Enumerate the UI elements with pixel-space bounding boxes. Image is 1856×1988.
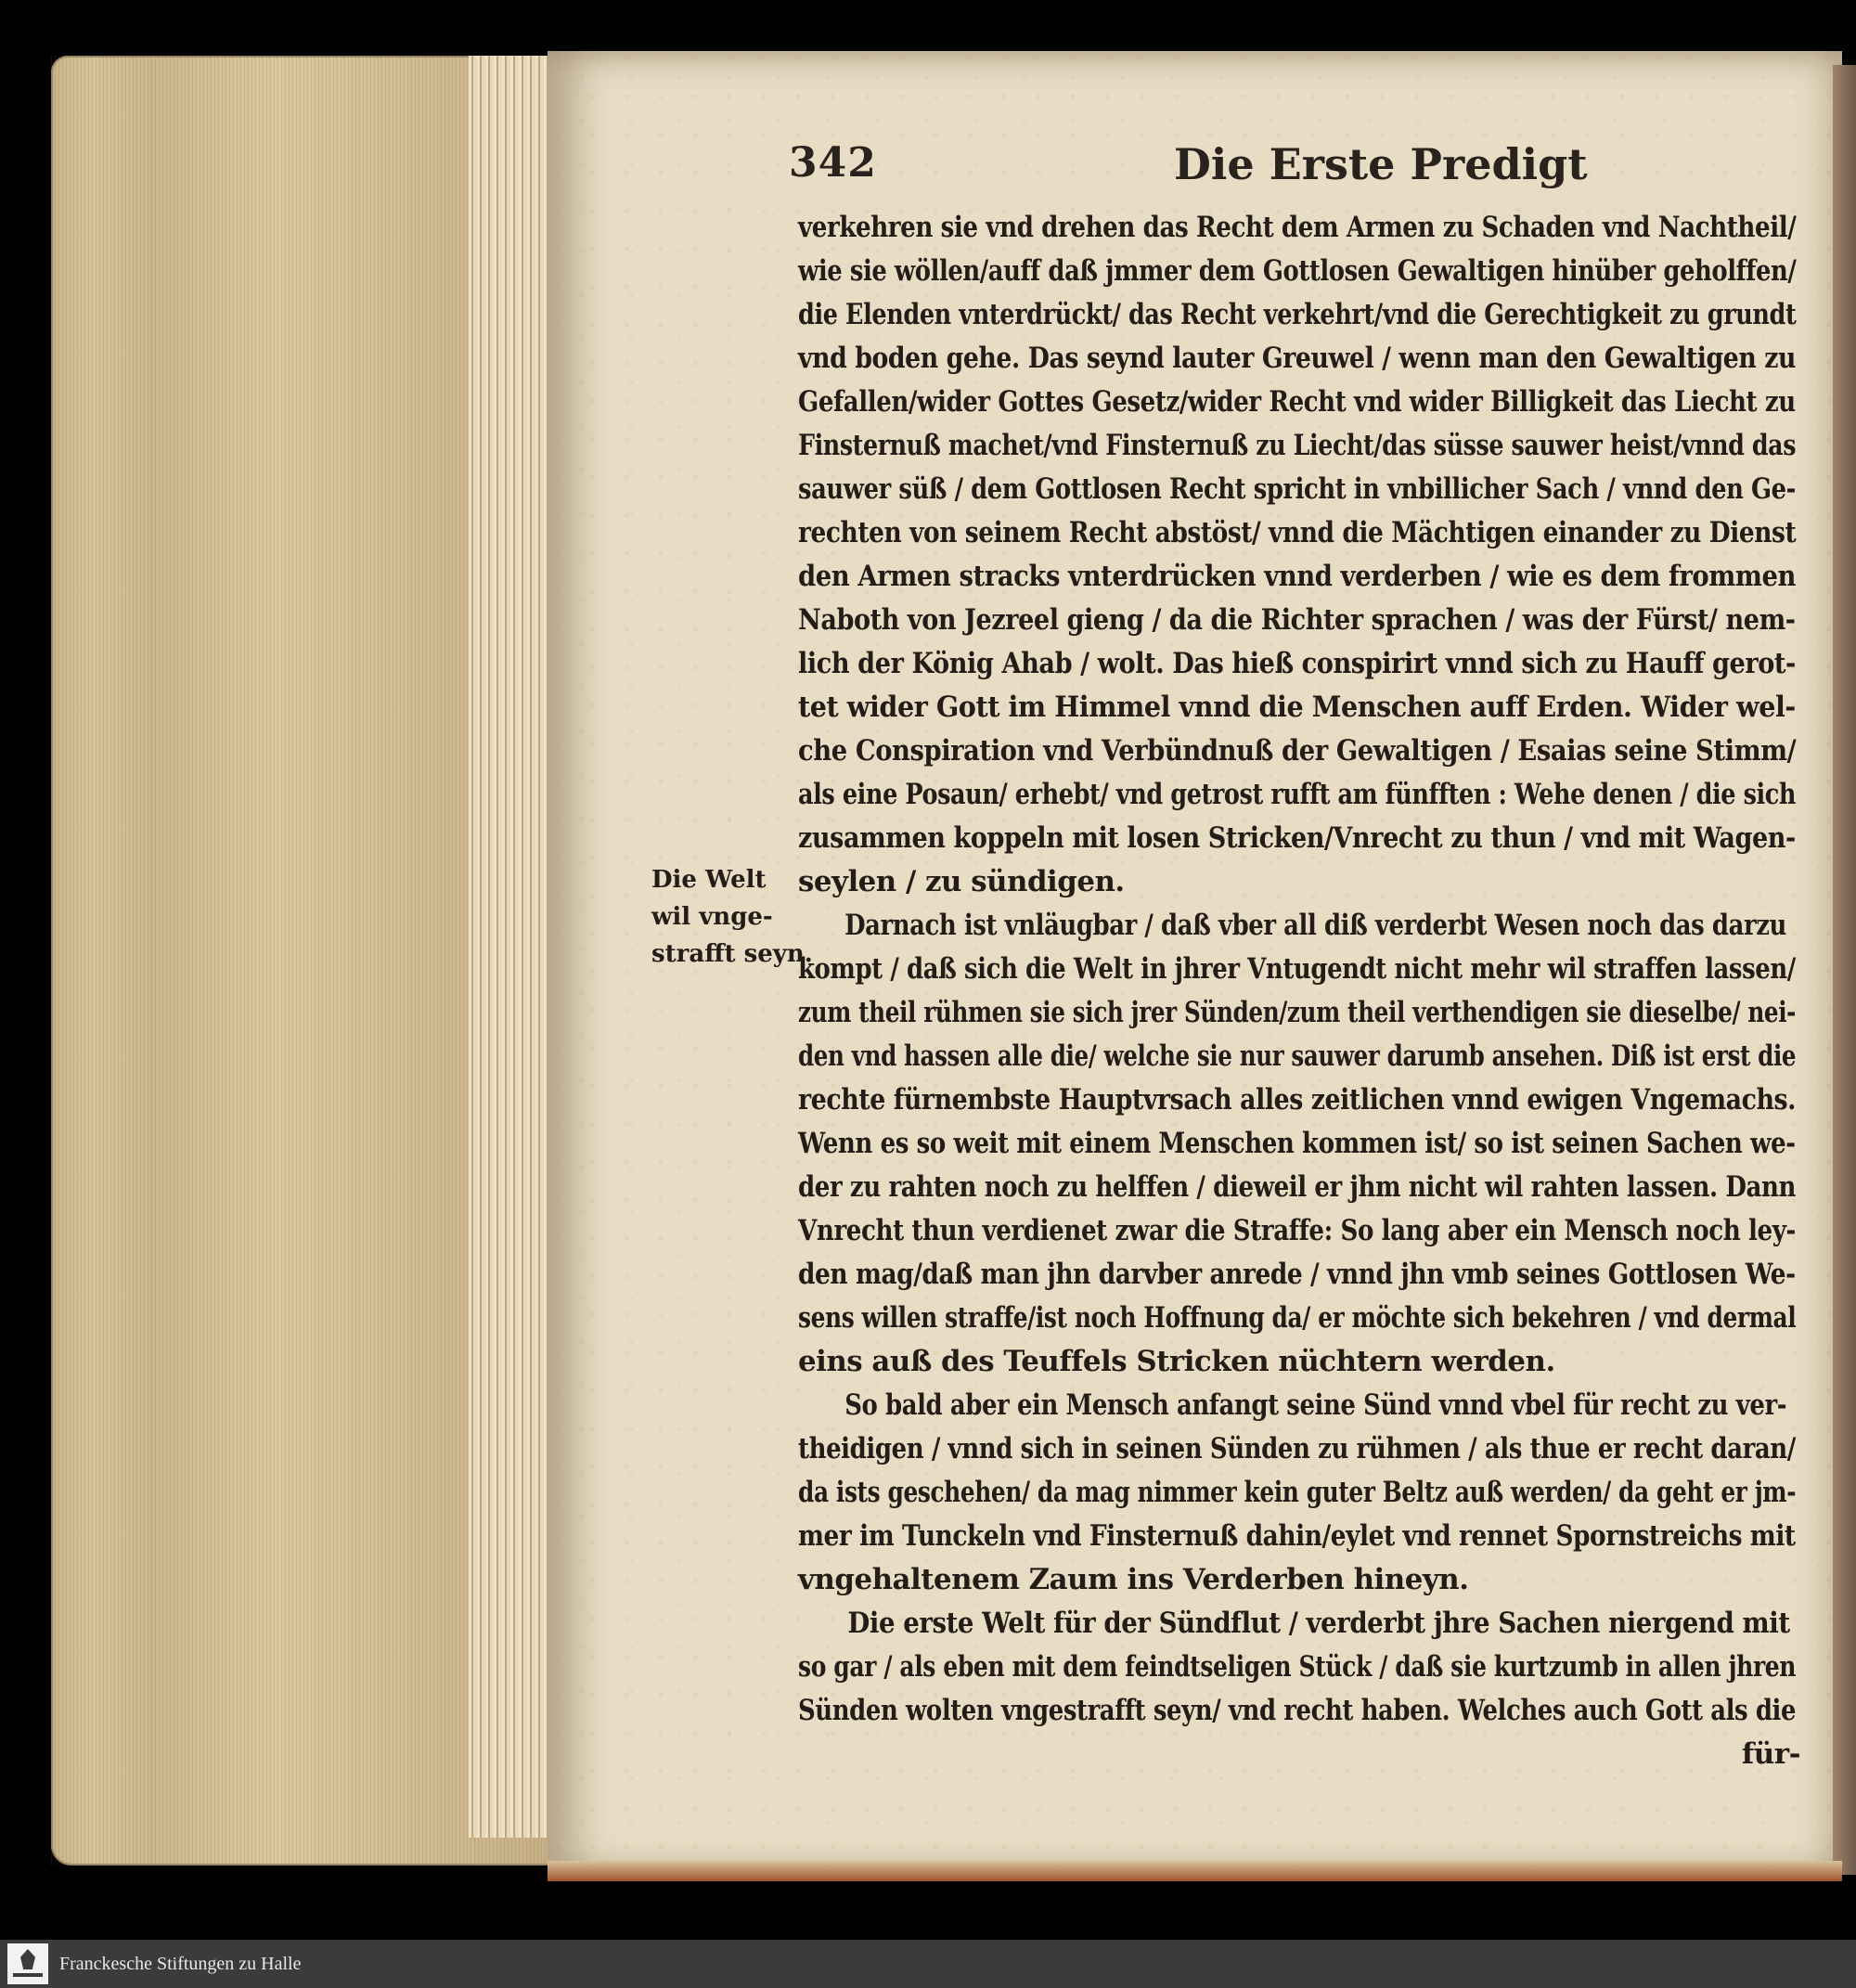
text-line: zum theil rühmen sie sich jrer Sünden/zum theil verthendigen sie dieselbe/ nei-: [798, 996, 1797, 1029]
marginal-note-line: Die Welt: [651, 866, 767, 894]
text-line: verkehren sie vnd drehen das Recht dem Armen zu Schaden vnd Nachtheil/: [798, 211, 1797, 244]
text-line: seylen / zu sündigen.: [798, 865, 1125, 898]
text-line: wie sie wöllen/auff daß jmmer dem Gottlosen Gewaltigen hinüber geholffen/: [798, 254, 1797, 288]
text-line: Wenn es so weit mit einem Menschen kommen ist/ so ist seinen Sachen we-: [798, 1127, 1796, 1160]
text-line: der zu rahten noch zu helffen / dieweil er jhm nicht wil rahten lassen. Dann: [798, 1170, 1797, 1204]
text-line: sens willen straffe/ist noch Hoffnung da/ er möchte sich bekehren / vnd dermal: [798, 1301, 1797, 1335]
text-line: lich der König Ahab / wolt. Das hieß conspirirt vnnd sich zu Hauff gerot-: [798, 647, 1796, 680]
institution-logo-icon: [7, 1943, 48, 1984]
text-line: den mag/daß man jhn darvber anrede / vnnd jhn vmb seines Gottlosen We-: [798, 1258, 1796, 1291]
body-text: [798, 206, 1800, 1776]
text-line: eins auß des Teuffels Stricken nüchtern werden.: [798, 1345, 1555, 1378]
text-line: rechte fürnembste Hauptvrsach alles zeitlichen vnnd ewigen Vngemachs.: [798, 1083, 1797, 1117]
page-edges: [469, 56, 552, 1838]
text-line: den Armen stracks vnterdrücken vnnd verderben / wie es dem frommen: [798, 560, 1796, 593]
text-line: Darnach ist vnläugbar / daß vber all diß verderbt Wesen noch das darzu: [844, 909, 1786, 942]
text-line: So bald aber ein Mensch anfangt seine Sünd vnnd vbel für recht zu ver-: [844, 1388, 1787, 1422]
text-line: Die erste Welt für der Sündflut / verderbt jhre Sachen niergend mit: [847, 1607, 1790, 1640]
text-line: Vnrecht thun verdienet zwar die Straffe: So lang aber ein Mensch noch ley-: [798, 1214, 1796, 1247]
text-line: da ists geschehen/ da mag nimmer kein guter Beltz auß werden/ da geht er jm-: [798, 1476, 1797, 1509]
marginal-note-line: strafft seyn.: [651, 940, 813, 968]
text-line: als eine Posaun/ erhebt/ vnd getrost rufft am fünfften : Wehe denen / die sich: [798, 778, 1797, 811]
footer-institution-name: Franckesche Stiftungen zu Halle: [59, 1953, 302, 1974]
text-line: vnd boden gehe. Das seynd lauter Greuwel / wenn man den Gewaltigen zu: [798, 342, 1796, 375]
text-line: den vnd hassen alle die/ welche sie nur sauwer darumb ansehen. Diß ist erst die: [798, 1039, 1797, 1073]
text-line: theidigen / vnnd sich in seinen Sünden zu rühmen / als thue er recht daran/: [798, 1432, 1796, 1465]
text-line: mer im Tunckeln vnd Finsternuß dahin/eylet vnd rennet Spornstreichs mit: [798, 1519, 1796, 1553]
text-line: rechten von seinem Recht abstöst/ vnnd die Mächtigen einander zu Dienst: [798, 516, 1797, 549]
text-line: die Elenden vnterdrückt/ das Recht verkehrt/vnd die Gerechtigkeit zu grundt: [798, 298, 1797, 331]
text-line: kompt / daß sich die Welt in jhrer Vntugendt nicht mehr wil straffen lassen/: [798, 952, 1796, 986]
book-cover-edge: [1833, 65, 1856, 1875]
text-line: Naboth von Jezreel gieng / da die Richter sprachen / was der Fürst/ nem-: [798, 603, 1796, 637]
catchword: für-: [1741, 1737, 1800, 1771]
book-bottom-edge: [548, 1861, 1842, 1881]
text-line: Gefallen/wider Gottes Gesetz/wider Recht vnd wider Billigkeit das Liecht zu: [798, 385, 1796, 419]
marginal-note: [651, 861, 813, 973]
text-line: sauwer süß / dem Gottlosen Recht spricht in vnbillicher Sach / vnnd den Ge-: [798, 472, 1796, 506]
text-line: tet wider Gott im Himmel vnnd die Menschen auff Erden. Wider wel-: [798, 691, 1796, 724]
text-line: zusammen koppeln mit losen Stricken/Vnrecht zu thun / vnd mit Wagen-: [798, 821, 1796, 855]
text-line: vngehaltenem Zaum ins Verderben hineyn.: [798, 1563, 1469, 1596]
text-line: so gar / als eben mit dem feindtseligen Stück / daß sie kurtzumb in allen jhren: [798, 1650, 1797, 1684]
text-line: che Conspiration vnd Verbündnuß der Gewaltigen / Esaias seine Stimm/: [798, 734, 1797, 768]
text-line: Sünden wolten vngestrafft seyn/ vnd recht haben. Welches auch Gott als die: [798, 1694, 1797, 1727]
footer-bar: [0, 1940, 1856, 1988]
text-line: Finsternuß machet/vnd Finsternuß zu Liecht/das süsse sauwer heist/vnnd das: [798, 429, 1797, 462]
running-title: Die Erste Predigt: [1174, 139, 1588, 189]
marginal-note-line: wil vnge-: [651, 903, 773, 931]
page-number: 342: [789, 139, 877, 187]
